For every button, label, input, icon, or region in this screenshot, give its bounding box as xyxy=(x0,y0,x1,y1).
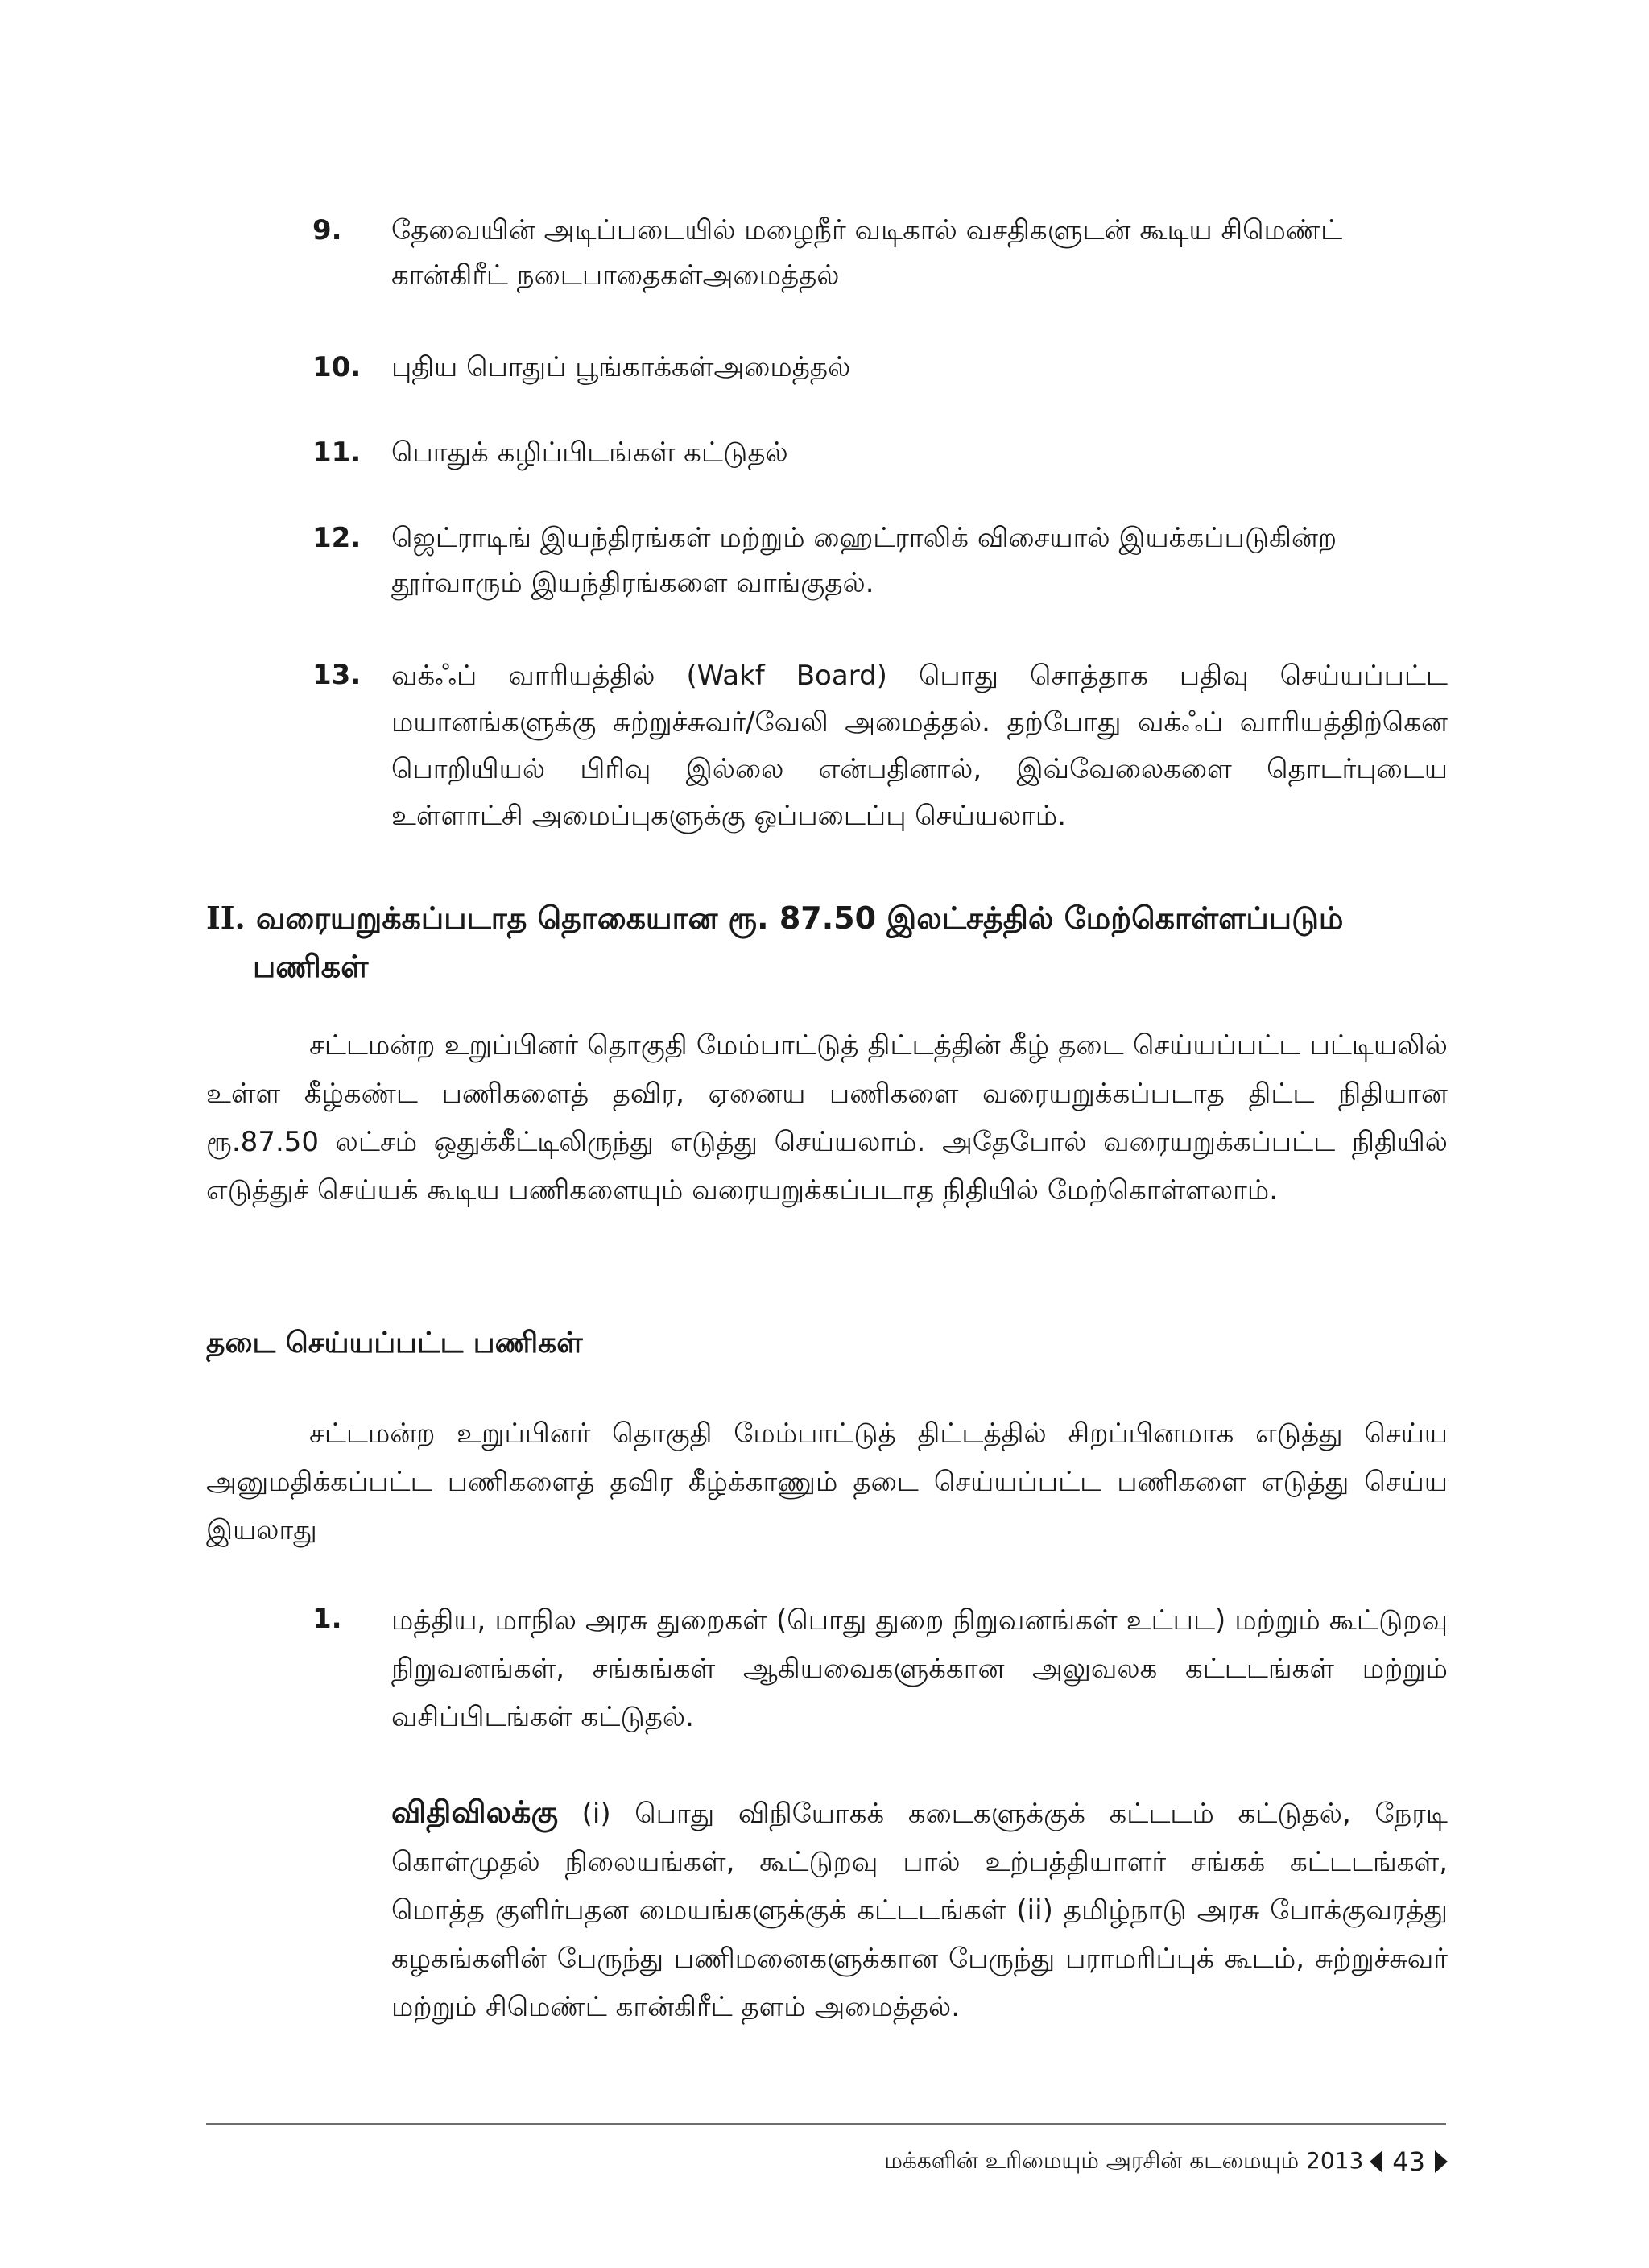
page-number: 43 xyxy=(1392,2146,1425,2177)
list-item xyxy=(312,515,1448,606)
next-page-icon xyxy=(1435,2150,1448,2173)
list-item-text: தேவையின் அடிப்படையில் மழைநீர் வடிகால் வசதிகளுடன் கூடிய சிமெண்ட் கான்கிரீட் நடைபாதைகள்அமைத்தல் xyxy=(391,214,1343,292)
body-paragraph: சட்டமன்ற உறுப்பினர் தொகுதி மேம்பாட்டுத் திட்டத்தில் சிறப்பினமாக எடுத்து செய்ய அனுமதிக்கப்பட்ட பணிகளைத் தவிர கீழ்க்காணும் தடை செய்யப்பட்ட பணிகளை எடுத்து செய்ய இயலாது xyxy=(206,1418,1448,1546)
list-item xyxy=(312,1596,1448,1741)
list-item-text: பொதுக் கழிப்பிடங்கள் கட்டுதல் xyxy=(391,437,788,469)
body-paragraph: சட்டமன்ற உறுப்பினர் தொகுதி மேம்பாட்டுத் திட்டத்தின் கீழ் தடை செய்யப்பட்ட பட்டியலில் உள்ள கீழ்கண்ட பணிகளைத் தவிர, ஏனைய பணிகளை வரையறுக்கப்படாத திட்ட நிதியான ரூ.87.50 லட்சம் ஒதுக்கீட்டிலிருந்து எடுத்து செய்யலாம். அதேபோல் வரையறுக்கப்பட்ட நிதியில் எடுத்துச் செய்யக் கூடிய பணிகளையும் வரையறுக்கப்படாத நிதியில் மேற்கொள்ளலாம். xyxy=(206,1029,1448,1206)
subheading: தடை செய்யப்பட்ட பணிகள் xyxy=(206,1326,583,1360)
list-item-number: 10. xyxy=(312,351,362,383)
list-item-number: 9. xyxy=(312,214,342,246)
list-item-number: 11. xyxy=(312,437,362,469)
list-item-text: வக்ஃப் வாரியத்தில் (Wakf Board) பொது சொத்தாக பதிவு செய்யப்பட்ட மயானங்களுக்கு சுற்றுச்சுவர்/வேலி அமைத்தல். தற்போது வக்ஃப் வாரியத்திற்கென பொறியியல் பிரிவு இல்லை என்பதினால், இவ்வேலைகளை தொடர்புடைய உள்ளாட்சி அமைப்புகளுக்கு ஒப்படைப்பு செய்யலாம். xyxy=(391,660,1448,832)
list-item-number: 13. xyxy=(312,659,362,691)
section-title-line1: வரையறுக்கப்படாத தொகையான ரூ. 87.50 இலட்சத்தில் மேற்கொள்ளப்படும் xyxy=(256,900,1344,936)
list-item-text: மத்திய, மாநில அரசு துறைகள் (பொது துறை நிறுவனங்கள் உட்பட) மற்றும் கூட்டுறவு நிறுவனங்கள், சங்கங்கள் ஆகியவைகளுக்கான அலுவலக கட்டடங்கள் மற்றும் வசிப்பிடங்கள் கட்டுதல். xyxy=(391,1604,1448,1733)
list-item xyxy=(312,652,1448,838)
footer-divider xyxy=(206,2123,1446,2125)
list-item-number: 1. xyxy=(312,1603,342,1635)
exception-paragraph xyxy=(391,1788,1448,2031)
section-roman-numeral: II. xyxy=(206,900,246,936)
list-item-number: 12. xyxy=(312,522,362,554)
footer-title: மக்களின் உரிமையும் அரசின் கடமையும் 2013 xyxy=(884,2146,1364,2174)
section-heading xyxy=(206,894,1454,991)
list-item-text: புதிய பொதுப் பூங்காக்கள்அமைத்தல் xyxy=(391,351,851,383)
list-item-text: ஜெட்ராடிங் இயந்திரங்கள் மற்றும் ஹைட்ராலிக் விசையால் இயக்கப்படுகின்ற தூர்வாரும் இயந்திரங்களை வாங்குதல். xyxy=(391,522,1337,599)
list-item xyxy=(312,345,1448,390)
exception-text: (i) பொது விநியோகக் கடைகளுக்குக் கட்டடம் கட்டுதல், நேரடி கொள்முதல் நிலையங்கள், கூட்டுறவு பால் உற்பத்தியாளர் சங்கக் கட்டடங்கள், மொத்த குளிர்பதன மையங்களுக்குக் கட்டடங்கள் (ii) தமிழ்நாடு அரசு போக்குவரத்து கழகங்களின் பேருந்து பணிமனைகளுக்கான பேருந்து பராமரிப்புக் கூடம், சுற்றுச்சுவர் மற்றும் சிமெண்ட் கான்கிரீட் தளம் அமைத்தல். xyxy=(391,1798,1448,2023)
previous-page-icon xyxy=(1370,2150,1382,2173)
page-footer xyxy=(884,2142,1448,2181)
list-item xyxy=(312,208,1448,298)
list-item xyxy=(312,430,1448,475)
exception-label: விதிவிலக்கு xyxy=(391,1794,558,1830)
section-title-line2: பணிகள் xyxy=(253,949,369,984)
